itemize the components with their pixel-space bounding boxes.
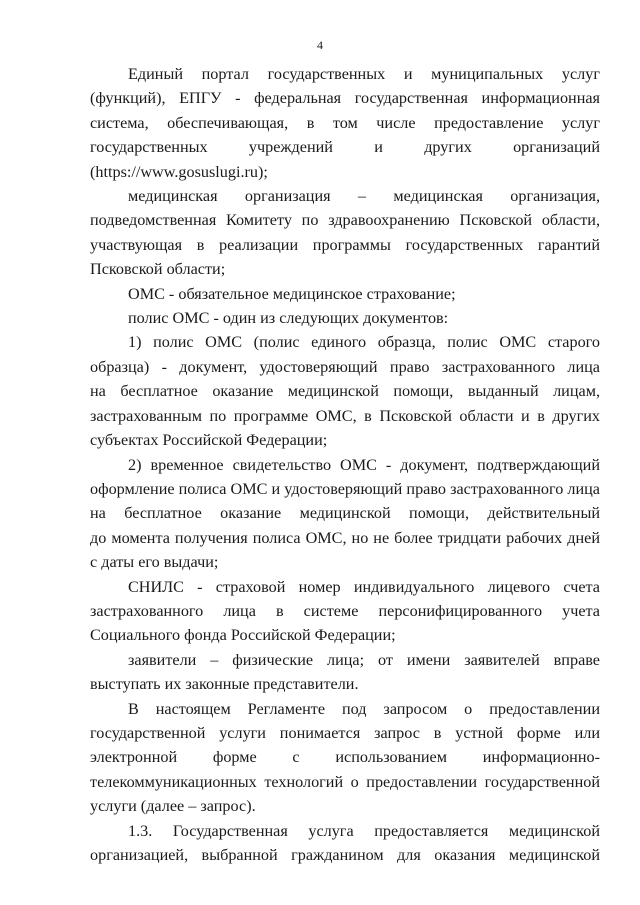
text-line: застрахованным по программе ОМС, в Псковской области и в других [90, 406, 600, 425]
text-line: оформление полиса ОМС и удостоверяющий право застрахованного лица [90, 479, 600, 498]
text-line: система, обеспечивающая, в том числе предоставление услуг [90, 113, 600, 132]
text-line: (функций), ЕПГУ - федеральная государственная информационная [90, 89, 600, 108]
text-line: медицинская организация – медицинская организация, [128, 187, 600, 206]
paragraph [90, 819, 600, 868]
paragraph [90, 62, 600, 184]
text-line: 1.3. Государственная услуга предоставляется медицинской [128, 821, 600, 840]
document-body [90, 62, 600, 867]
text-line: выступать их законные представители. [90, 675, 359, 694]
paragraph [90, 330, 600, 452]
text-line: государственной услуги понимается запрос в устной форме или [90, 723, 600, 742]
text-line: на бесплатное оказание медицинской помощи, действительный [90, 504, 600, 523]
text-line: полис ОМС - один из следующих документов: [128, 309, 449, 328]
text-line: СНИЛС - страховой номер индивидуального лицевого счета [128, 577, 600, 596]
text-line: организацией, выбранной гражданином для оказания медицинской [90, 846, 600, 864]
text-line: на бесплатное оказание медицинской помощи, выданный лицам, [90, 382, 600, 401]
text-line: В настоящем Регламенте под запросом о предоставлении [128, 699, 600, 718]
text-line: (https://www.gosuslugi.ru); [90, 162, 268, 181]
paragraph [90, 648, 600, 697]
text-line: заявители – физические лица; от имени заявителей вправе [128, 650, 600, 669]
paragraph [90, 453, 600, 575]
paragraph [90, 575, 600, 648]
text-line: Псковской области; [90, 260, 226, 279]
text-line: государственных учреждений и других организаций [90, 138, 600, 157]
text-line: ОМС - обязательное медицинское страхование; [128, 284, 456, 303]
text-line: застрахованного лица в системе персонифицированного учета [90, 601, 600, 620]
paragraph [90, 282, 600, 306]
text-line: 2) временное свидетельство ОМС - документ, подтверждающий [128, 455, 600, 474]
text-line: субъектах Российской Федерации; [90, 431, 328, 450]
text-line: до момента получения полиса ОМС, но не более тридцати рабочих дней [90, 528, 600, 547]
text-line: с даты его выдачи; [90, 553, 219, 572]
text-line: услуги (далее – запрос). [90, 797, 256, 816]
text-line: Социального фонда Российской Федерации; [90, 626, 396, 645]
paragraph [90, 184, 600, 282]
text-line: 1) полис ОМС (полис единого образца, полис ОМС старого [128, 333, 600, 352]
text-line: электронной форме с использованием информационно- [90, 748, 600, 767]
text-line: участвующая в реализации программы государственных гарантий [90, 235, 600, 254]
paragraph [90, 306, 600, 330]
paragraph [90, 697, 600, 819]
text-line: образца) - документ, удостоверяющий право застрахованного лица [90, 357, 600, 376]
page-number: 4 [317, 38, 323, 52]
text-line: Единый портал государственных и муниципальных услуг [128, 65, 600, 83]
text-line: телекоммуникационных технологий о предоставлении государственной [90, 772, 600, 791]
text-line: подведомственная Комитету по здравоохранению Псковской области, [90, 211, 600, 230]
